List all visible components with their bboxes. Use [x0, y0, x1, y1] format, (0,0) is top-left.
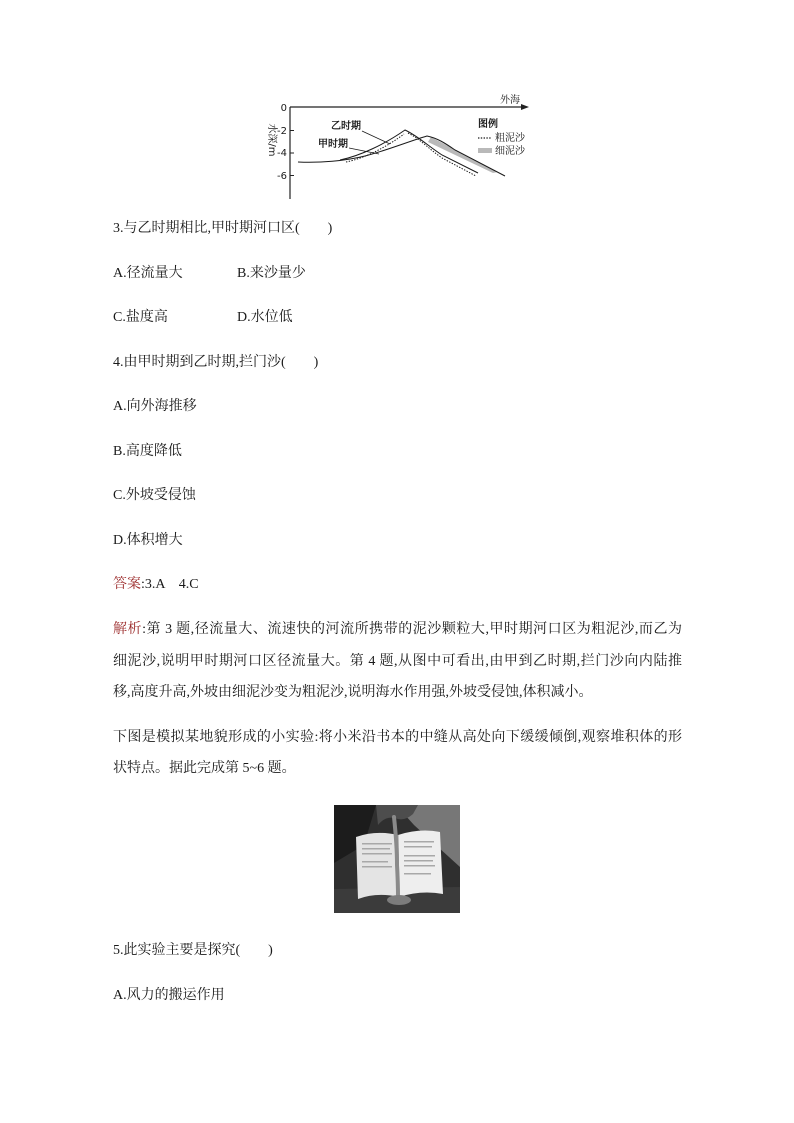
- photo-page-line: [362, 861, 388, 863]
- y-axis-label: 水深/m: [266, 123, 277, 157]
- question-5-option-a: A.风力的搬运作用: [113, 988, 225, 1003]
- intro-line-2: 状特点。据此完成第 5~6 题。: [113, 761, 296, 776]
- analysis-text: :第 3 题,径流量大、流速快的河流所携带的泥沙颗粒大,甲时期河口区为粗泥沙,而乙为: [142, 622, 682, 637]
- yi-period-leader: [362, 131, 390, 144]
- question-3-option-a: A.径流量大: [113, 266, 183, 281]
- question-3-option-b: B.来沙量少: [237, 266, 306, 281]
- answer-line: [113, 575, 199, 595]
- question-4-stem: 4.由甲时期到乙时期,拦门沙( ): [113, 355, 319, 370]
- photo-page-line: [404, 846, 432, 848]
- legend-coarse-sand-label: 粗泥沙: [495, 133, 525, 144]
- analysis-line-1: [113, 620, 682, 640]
- river-mouth-profile-figure: [258, 92, 533, 202]
- question-4-option-a: A.向外海推移: [113, 399, 197, 414]
- x-axis-label: 外海: [500, 95, 520, 106]
- y-tick-label: -2: [277, 126, 287, 137]
- intro-line-1: 下图是模拟某地貌形成的小实验:将小米沿书本的中缝从高处向下缓缓倾倒,观察堆积体的形: [113, 730, 682, 745]
- question-4-option-d: D.体积增大: [113, 533, 183, 548]
- analysis-line-2: 细泥沙,说明甲时期河口区径流量大。第 4 题,从图中可看出,由甲到乙时期,拦门沙向内陆推: [113, 654, 682, 669]
- photo-book-left-page: [356, 833, 399, 899]
- x-axis-arrow-icon: [521, 104, 529, 110]
- photo-book-right-page: [398, 831, 443, 897]
- jia-period-leader: [349, 148, 379, 154]
- photo-page-line: [404, 855, 435, 857]
- photo-page-line: [362, 853, 392, 855]
- y-tick-label: 0: [280, 103, 287, 114]
- photo-page-line: [362, 843, 392, 845]
- question-5-stem: 5.此实验主要是探究( ): [113, 943, 273, 958]
- jia-period-label: 甲时期: [318, 139, 348, 150]
- photo-page-line: [404, 841, 434, 843]
- photo-grain-pile: [387, 895, 411, 905]
- analysis-line-3: 移,高度升高,外坡由细泥沙变为粗泥沙,说明海水作用强,外坡受侵蚀,体积减小。: [113, 685, 593, 700]
- answer-label: 答案: [113, 577, 141, 592]
- photo-page-line: [404, 865, 435, 867]
- photo-page-line: [404, 873, 431, 875]
- photo-page-line: [404, 860, 433, 862]
- question-3-option-c: C.盐度高: [113, 310, 168, 325]
- y-tick-label: -6: [277, 171, 287, 182]
- question-4-option-c: C.外坡受侵蚀: [113, 488, 196, 503]
- photo-page-line: [362, 848, 390, 850]
- answer-text: :3.A 4.C: [141, 577, 199, 592]
- legend-title: 图例: [478, 119, 498, 130]
- experiment-photo: [334, 805, 460, 913]
- analysis-label: 解析: [113, 622, 143, 637]
- legend-fine-sand-label: 细泥沙: [495, 146, 525, 157]
- question-3-option-d: D.水位低: [237, 310, 293, 325]
- y-tick-label: -4: [277, 148, 287, 159]
- photo-page-line: [362, 866, 392, 868]
- question-4-option-b: B.高度降低: [113, 444, 182, 459]
- legend-fine-sand-swatch: [478, 148, 492, 153]
- yi-period-label: 乙时期: [331, 121, 361, 132]
- question-3-stem: 3.与乙时期相比,甲时期河口区( ): [113, 221, 333, 236]
